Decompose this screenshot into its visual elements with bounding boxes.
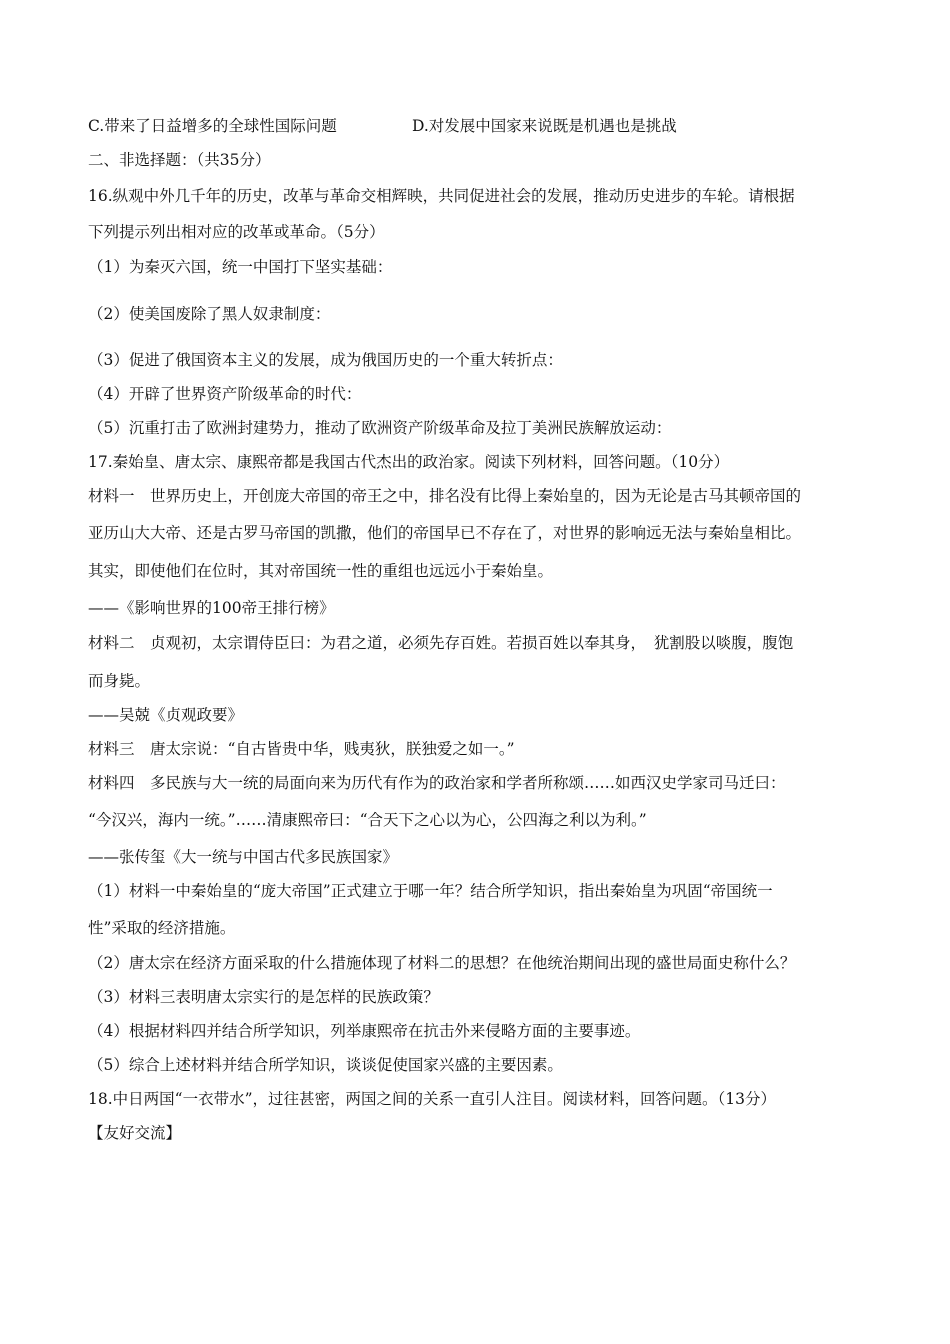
q17-material1-line1: 材料一 世界历史上，开创庞大帝国的帝王之中，排名没有比得上秦始皇的，因为无论是古马其顿帝国的: [88, 487, 802, 505]
q17-material2-line2: 而身毙。: [88, 672, 151, 690]
q16-item-2: （2）使美国废除了黑人奴隶制度：: [88, 305, 331, 323]
q17-material4-source: ——张传玺《大一统与中国古代多民族国家》: [88, 848, 399, 866]
q16-item-3: （3）促进了俄国资本主义的发展，成为俄国历史的一个重大转折点：: [88, 351, 563, 369]
q17-question2: （2）唐太宗在经济方面采取的什么措施体现了材料二的思想？在他统治期间出现的盛世局面史称什么？: [88, 954, 796, 972]
q17-stem: 17.秦始皇、唐太宗、康熙帝都是我国古代杰出的政治家。阅读下列材料，回答问题。（10分）: [88, 453, 730, 471]
q17-material2-source: ——吴兢《贞观政要》: [88, 706, 244, 724]
q17-material4-line2: “今汉兴，海内一统。”……清康熙帝曰：“合天下之心以为心，公四海之利以为利。”: [88, 811, 647, 829]
q18-stem: 18.中日两国“一衣带水”，过往甚密，两国之间的关系一直引人注目。阅读材料，回答问题。（13分）: [88, 1090, 776, 1108]
q17-material4-line1: 材料四 多民族与大一统的局面向来为历代有作为的政治家和学者所称颂……如西汉史学家司马迁曰：: [88, 774, 786, 792]
q17-question5: （5）综合上述材料并结合所学知识，谈谈促使国家兴盛的主要因素。: [88, 1056, 563, 1074]
q17-question4: （4）根据材料四并结合所学知识，列举康熙帝在抗击外来侵略方面的主要事迹。: [88, 1022, 641, 1040]
q17-question1-line2: 性”采取的经济措施。: [88, 919, 236, 937]
option-d: D.对发展中国家来说既是机遇也是挑战: [412, 117, 677, 135]
q16-item-4: （4）开辟了世界资产阶级革命的时代：: [88, 385, 362, 403]
q17-material1-line3: 其实，即使他们在位时，其对帝国统一性的重组也远远小于秦始皇。: [88, 562, 554, 580]
q17-material1-line2: 亚历山大大帝、还是古罗马帝国的凯撒，他们的帝国早已不存在了，对世界的影响远无法与秦始皇相比。: [88, 524, 802, 542]
q16-stem-line1: 16.纵观中外几千年的历史，改革与革命交相辉映，共同促进社会的发展，推动历史进步的车轮。请根据: [88, 187, 795, 205]
q18-subtitle: 【友好交流】: [88, 1124, 182, 1142]
q17-question3: （3）材料三表明唐太宗实行的是怎样的民族政策？: [88, 988, 439, 1006]
option-c: C.带来了日益增多的全球性国际问题: [88, 117, 337, 135]
q16-item-1: （1）为秦灭六国，统一中国打下坚实基础：: [88, 258, 393, 276]
q17-material2-line1: 材料二 贞观初，太宗谓侍臣曰：为君之道，必须先存百姓。若损百姓以奉其身， 犹割股以啖腹，腹饱: [88, 634, 794, 652]
q16-stem-line2: 下列提示列出相对应的改革或革命。（5分）: [88, 223, 385, 241]
q17-question1-line1: （1）材料一中秦始皇的“庞大帝国”正式建立于哪一年？结合所学知识，指出秦始皇为巩固“帝国统一: [88, 882, 773, 900]
section-title: 二、非选择题：（共35分）: [88, 151, 271, 169]
q17-material1-source: ——《影响世界的100帝王排行榜》: [88, 599, 335, 617]
q16-item-5: （5）沉重打击了欧洲封建势力，推动了欧洲资产阶级革命及拉丁美洲民族解放运动：: [88, 419, 672, 437]
q17-material3: 材料三 唐太宗说：“自古皆贵中华，贱夷狄，朕独爱之如一。”: [88, 740, 515, 758]
